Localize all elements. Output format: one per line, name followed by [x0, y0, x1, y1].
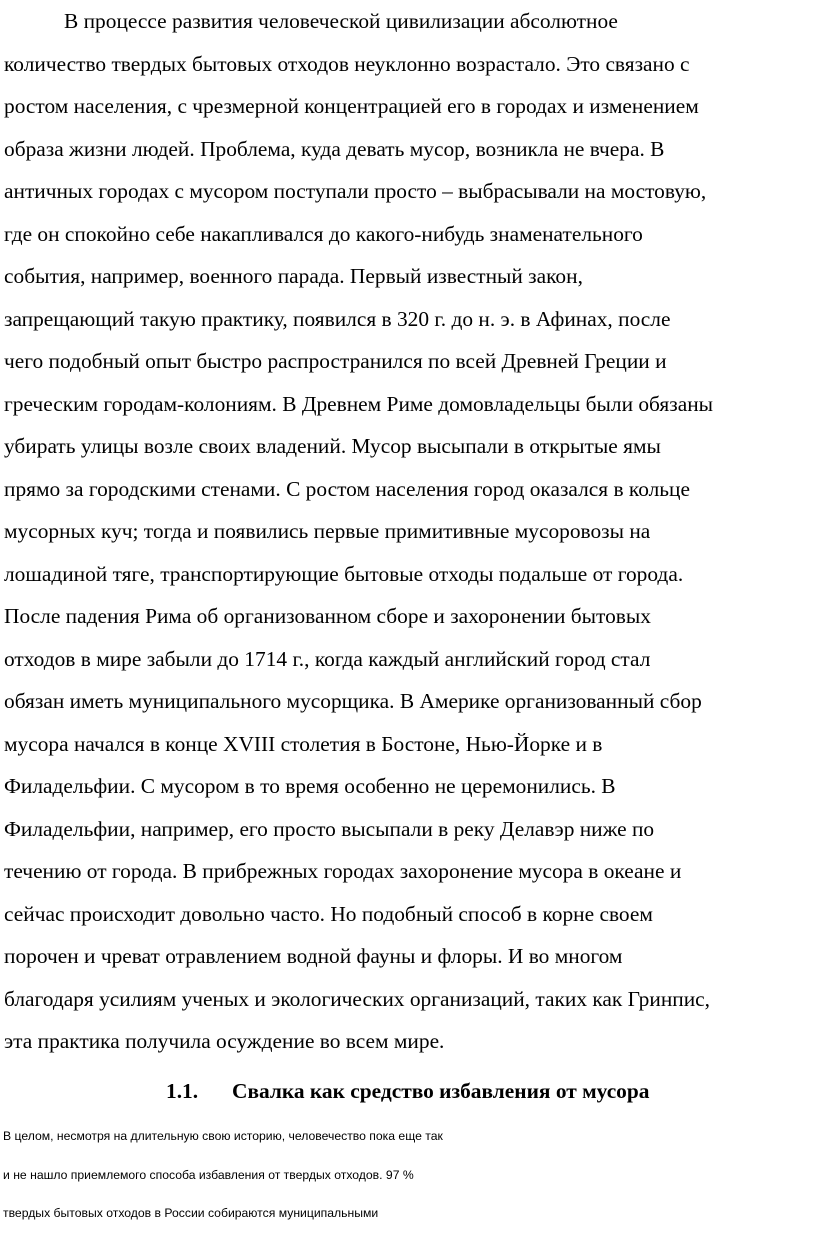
- text-line: количество твердых бытовых отходов неуклонно возрастало. Это связано с: [4, 51, 690, 76]
- text-line: Филадельфии, например, его просто высыпали в реку Делавэр ниже по: [4, 816, 655, 841]
- text-line: лошадиной тяге, транспортирующие бытовые отходы подальше от города.: [4, 561, 684, 586]
- text-line: и не нашло приемлемого способа избавления от твердых отходов. 97 %: [3, 1167, 414, 1182]
- text-line: запрещающий такую практику, появился в 320 г. до н. э. в Афинах, после: [4, 306, 671, 331]
- section-heading: [166, 1070, 649, 1112]
- text-line: течению от города. В прибрежных городах захоронение мусора в океане и: [4, 859, 682, 883]
- section-number: 1.1.: [166, 1079, 199, 1103]
- text-line: мусора начался в конце XVIII столетия в Бостоне, Нью-Йорке и в: [4, 731, 603, 756]
- text-line: события, например, военного парада. Первый известный закон,: [4, 264, 583, 288]
- text-line: убирать улицы возле своих владений. Мусор высыпали в открытые ямы: [4, 434, 661, 458]
- text-line: После падения Рима об организованном сборе и захоронении бытовых: [4, 604, 651, 628]
- text-line: мусорных куч; тогда и появились первые примитивные мусоровозы на: [4, 519, 651, 543]
- section-title: Свалка как средство избавления от мусора: [232, 1079, 650, 1103]
- text-line: сейчас происходит довольно часто. Но подобный способ в корне своем: [4, 901, 653, 926]
- text-line: античных городах с мусором поступали просто – выбрасывали на мостовую,: [4, 179, 707, 203]
- text-line: греческим городам-колониям. В Древнем Риме домовладельцы были обязаны: [4, 391, 714, 416]
- body-paragraph-continued: [3, 1117, 813, 1233]
- text-line: твердых бытовых отходов в России собираются муниципальными: [3, 1206, 379, 1220]
- text-line: обязан иметь муниципального мусорщика. В Америке организованный сбор: [4, 689, 702, 713]
- text-line: эта практика получила осуждение во всем мире.: [4, 1029, 445, 1053]
- body-paragraph: [4, 0, 812, 1063]
- text-line: В целом, несмотря на длительную свою историю, человечество пока еще так: [3, 1129, 443, 1143]
- text-line: прямо за городскими стенами. С ростом населения город оказался в кольце: [4, 476, 691, 501]
- text-line: Филадельфии. С мусором в то время особенно не церемонились. В: [4, 774, 616, 798]
- text-line: чего подобный опыт быстро распространился по всей Древней Греции и: [4, 349, 667, 373]
- text-line: образа жизни людей. Проблема, куда девать мусор, возникла не вчера. В: [4, 136, 665, 161]
- text-line: ростом населения, с чрезмерной концентрацией его в городах и изменением: [4, 94, 699, 118]
- text-line: порочен и чреват отравлением водной фауны и флоры. И во многом: [4, 944, 623, 968]
- text-line: благодаря усилиям ученых и экологических организаций, таких как Гринпис,: [4, 986, 711, 1011]
- text-line: отходов в мире забыли до 1714 г., когда каждый английский город стал: [4, 646, 651, 671]
- text-line: где он спокойно себе накапливался до какого-нибудь знаменательного: [4, 221, 643, 246]
- text-line: В процессе развития человеческой цивилизации абсолютное: [64, 9, 618, 33]
